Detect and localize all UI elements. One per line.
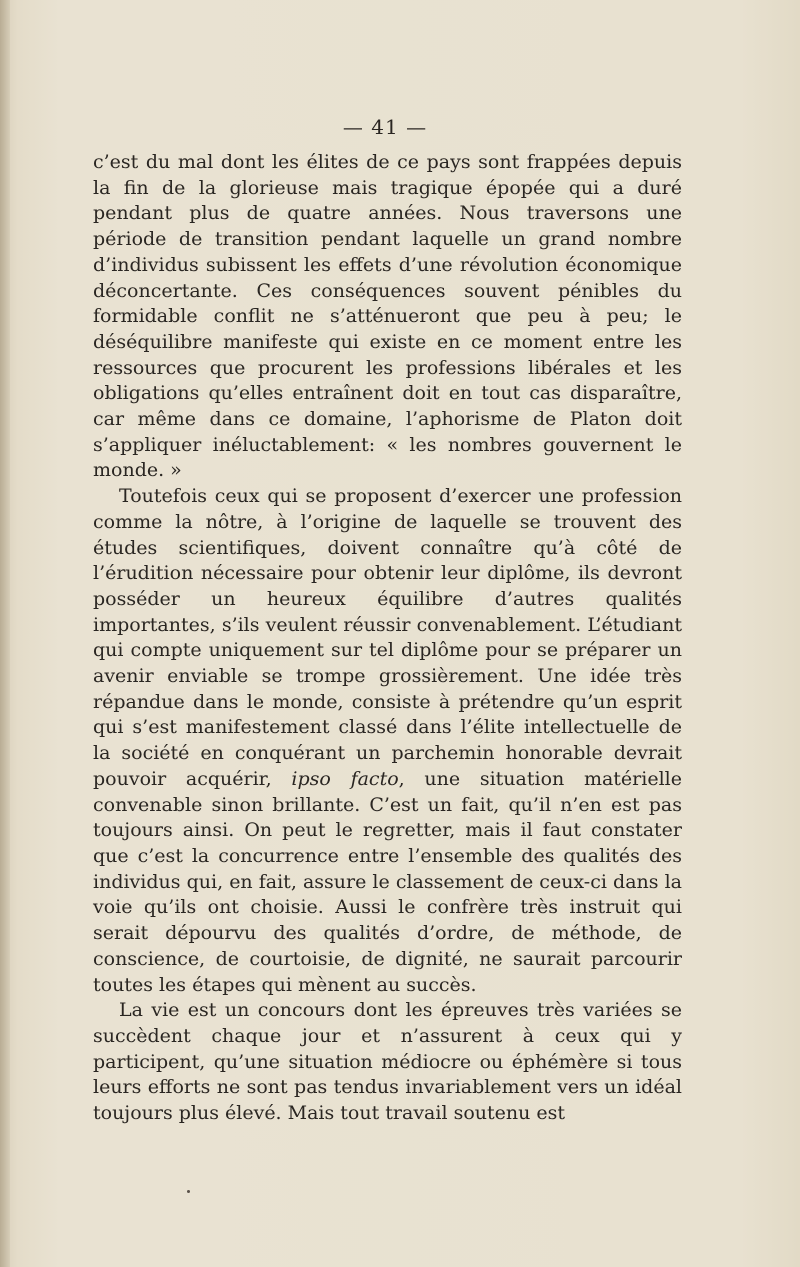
paragraph-2-text-after: , une situation matérielle convenable sinon brillante. C’est un fait, qu’il n’en est pas toujours ainsi. On peut le regretter, mais il faut constater que c’est la concurrence entre l’ensemble des qualités des individus qui, en fait, assure le classement de ceux-ci dans la voie qu’ils ont choisie. Aussi le confrère très instruit qui serait dépourvu des qualités d’ordre, de méthode, de conscience, de courtoisie, de dignité, ne saurait parcourir toutes les étapes qui mènent au succès. <box>93 767 682 996</box>
paragraph-1: c’est du mal dont les élites de ce pays sont frappées depuis la fin de la glorieuse mais tragique épopée qui a duré pendant plus de quatre années. Nous traversons une période de transition pendant laquelle un grand nombre d’individus subissent les effets d’une révolution économique déconcertante. Ces conséquences souvent pénibles du formidable conflit ne s’atténueront que peu à peu; le déséquilibre manifeste qui existe en ce moment entre les ressources que procurent les professions libérales et les obligations qu’elles entraînent doit en tout cas disparaître, car même dans ce domaine, l’aphorisme de Platon doit s’appliquer inéluctablement: « les nombres gouvernent le monde. » <box>93 151 682 482</box>
text-body <box>93 150 682 1127</box>
page-edge <box>0 0 10 1267</box>
paragraph-3: La vie est un concours dont les épreuves très variées se succèdent chaque jour et n’assurent à ceux qui y participent, qu’une situation médiocre ou éphémère si tous leurs efforts ne sont pas tendus invariablement vers un idéal toujours plus élevé. Mais tout travail soutenu est <box>93 999 682 1125</box>
paragraph-2-text-before: Toutefois ceux qui se proposent d’exercer une profession comme la nôtre, à l’origine de laquelle se trouvent des études scientifiques, doivent connaître qu’à côté de l’érudition nécessaire pour obtenir leur diplôme, ils devront posséder un heureux équilibre d’autres qualités importantes, s’ils veulent réussir convenablement. L’étudiant qui compte uniquement sur tel diplôme pour se préparer un avenir enviable se trompe grossièrement. Une idée très répandue dans le monde, consiste à prétendre qu’un esprit qui s’est manifestement classé dans l’élite intellectuelle de la société en conquérant un parchemin honorable devrait pouvoir acquérir, <box>93 485 682 790</box>
paragraph-2-italic: ipso facto <box>291 767 399 790</box>
page-number: — 41 — <box>342 115 428 139</box>
ink-speck <box>187 1190 190 1193</box>
paragraph-2 <box>93 484 682 998</box>
